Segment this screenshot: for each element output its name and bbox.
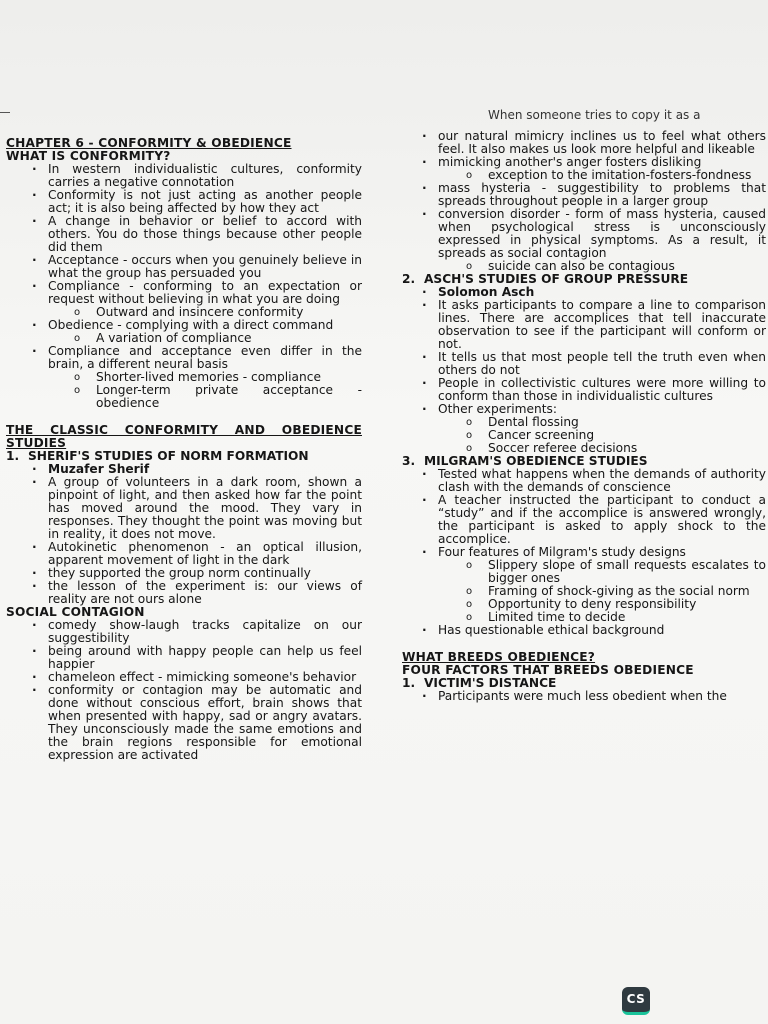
list-item: · Compliance - conforming to an expectation or request without believing in what you are doing	[6, 280, 362, 306]
sub-list-item: o Dental flossing	[402, 416, 766, 429]
sub-list-item: o exception to the imitation-fosters-fondness	[402, 169, 766, 182]
list-item: · mimicking another's anger fosters disliking	[402, 156, 766, 169]
heading-text: SHERIF'S STUDIES OF NORM FORMATION	[28, 449, 309, 463]
milgram-list	[402, 468, 766, 637]
victim-distance-list	[402, 690, 766, 703]
list-item: · chameleon effect - mimicking someone's behavior	[6, 671, 362, 684]
page-edge-line	[0, 112, 10, 113]
sub-list-item: o Soccer referee decisions	[402, 442, 766, 455]
section-heading-classic-studies: THE CLASSIC CONFORMITY AND OBEDIENCE STUDIES	[6, 423, 362, 450]
sub-list-item: o Longer-term private acceptance - obedience	[6, 384, 362, 410]
heading-text: ASCH'S STUDIES OF GROUP PRESSURE	[424, 272, 689, 286]
sub-list-item: o Shorter-lived memories - compliance	[6, 371, 362, 384]
list-item: · Conformity is not just acting as another people act; it is also being affected by how they act	[6, 189, 362, 215]
list-item: · A change in behavior or belief to accord with others. You do those things because other people did them	[6, 215, 362, 254]
asch-list	[402, 286, 766, 455]
heading-text: VICTIM'S DISTANCE	[424, 676, 557, 690]
heading-text: MILGRAM'S OBEDIENCE STUDIES	[424, 454, 648, 468]
list-item: · Participants were much less obedient when the	[402, 690, 766, 703]
list-item: · A group of volunteers in a dark room, shown a pinpoint of light, and then asked how far the point has moved around the mood. They vary in responses. They thought the point was moving but in reality, it does not move.	[6, 476, 362, 541]
list-item: · A teacher instructed the participant to conduct a “study” and if the accomplice is answered wrongly, the participant is asked to apply shock to the accomplice.	[402, 494, 766, 546]
list-item: · It tells us that most people tell the truth even when others do not	[402, 351, 766, 377]
list-item: · Compliance and acceptance even differ in the brain, a different neural basis	[6, 345, 362, 371]
heading-number: 3.	[402, 454, 416, 468]
sub-list-item: o Limited time to decide	[402, 611, 766, 624]
chapter-title: CHAPTER 6 - CONFORMITY & OBEDIENCE	[6, 136, 292, 150]
list-item: · they supported the group norm continually	[6, 567, 362, 580]
list-item: · Acceptance - occurs when you genuinely believe in what the group has persuaded you	[6, 254, 362, 280]
heading-number: 1.	[6, 449, 20, 463]
list-item: · Solomon Asch	[402, 286, 766, 299]
section-heading-what-is-conformity: WHAT IS CONFORMITY?	[6, 149, 171, 163]
conformity-list	[6, 163, 362, 410]
list-item: · Other experiments:	[402, 403, 766, 416]
sub-list-item: o Outward and insincere conformity	[6, 306, 362, 319]
section-heading-what-breeds-obedience: WHAT BREEDS OBEDIENCE?	[402, 650, 596, 664]
section-heading-four-factors: FOUR FACTORS THAT BREEDS OBEDIENCE	[402, 663, 694, 677]
list-item: · Four features of Milgram's study designs	[402, 546, 766, 559]
contagion-continued-list	[402, 130, 766, 273]
heading-number: 1.	[402, 676, 416, 690]
sub-list-item: o Cancer screening	[402, 429, 766, 442]
camscanner-logo-icon: CS	[622, 987, 650, 1015]
left-column	[6, 137, 362, 762]
list-item: · comedy show-laugh tracks capitalize on our suggestibility	[6, 619, 362, 645]
section-heading-social-contagion: SOCIAL CONTAGION	[6, 605, 145, 619]
list-item: · mass hysteria - suggestibility to problems that spreads throughout people in a larger group	[402, 182, 766, 208]
sub-list-item: o Slippery slope of small requests escalates to bigger ones	[402, 559, 766, 585]
list-item: · Obedience - complying with a direct command	[6, 319, 362, 332]
list-item: · our natural mimicry inclines us to feel what others feel. It also makes us look more helpful and likeable	[402, 130, 766, 156]
list-item: · conformity or contagion may be automatic and done without conscious effort, brain shows that when presented with happy, sad or angry avatars. They unconsciously made the same emotions and the brain regions responsible for emotional expression are activated	[6, 684, 362, 762]
right-column	[402, 130, 766, 703]
sub-list-item: o Opportunity to deny responsibility	[402, 598, 766, 611]
sub-list-item: o suicide can also be contagious	[402, 260, 766, 273]
list-item: · People in collectivistic cultures were more willing to conform than those in individualistic cultures	[402, 377, 766, 403]
list-item: · conversion disorder - form of mass hysteria, caused when psychological stress is unconsciously expressed in physical symptoms. As a result, it spreads as social contagion	[402, 208, 766, 260]
list-item: · Tested what happens when the demands of authority clash with the demands of conscience	[402, 468, 766, 494]
social-contagion-list	[6, 619, 362, 762]
list-item: · Autokinetic phenomenon - an optical illusion, apparent movement of light in the dark	[6, 541, 362, 567]
list-item: · the lesson of the experiment is: our views of reality are not ours alone	[6, 580, 362, 606]
list-item: · Muzafer Sherif	[6, 463, 362, 476]
cut-off-top-text: When someone tries to copy it as a	[488, 108, 701, 122]
list-item: · Has questionable ethical background	[402, 624, 766, 637]
list-item: · In western individualistic cultures, conformity carries a negative connotation	[6, 163, 362, 189]
heading-number: 2.	[402, 272, 416, 286]
list-item: · being around with happy people can help us feel happier	[6, 645, 362, 671]
sub-list-item: o Framing of shock-giving as the social norm	[402, 585, 766, 598]
sherif-list	[6, 463, 362, 606]
list-item: · It asks participants to compare a line to comparison lines. There are accomplices that tell inaccurate observation to see if the participant will conform or not.	[402, 299, 766, 351]
sub-list-item: o A variation of compliance	[6, 332, 362, 345]
